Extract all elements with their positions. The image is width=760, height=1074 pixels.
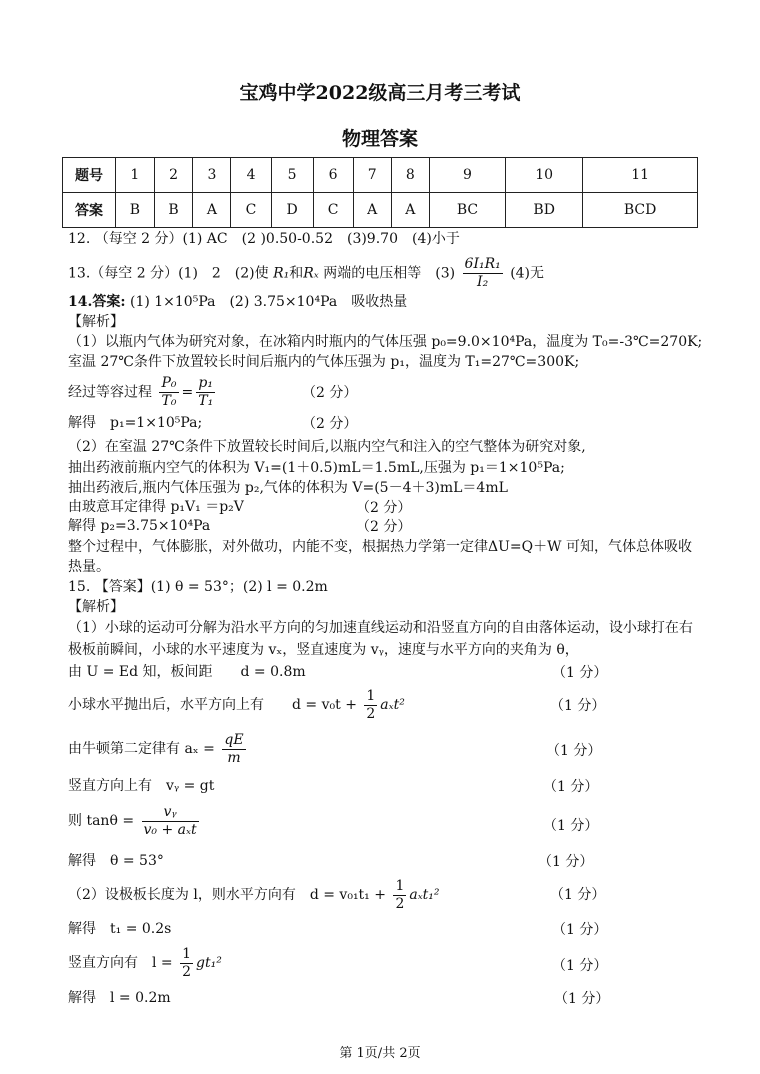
half-num: 1 <box>366 687 376 704</box>
score: （2 分） <box>356 519 412 535</box>
q14-line: 由玻意耳定律得 p₁V₁ ＝p₂V <box>68 499 244 515</box>
score: （2 分） <box>302 416 358 432</box>
q15-l6-prefix: 则 tanθ = <box>68 813 135 829</box>
row-label-number: 题号 <box>63 158 116 193</box>
q14-line: （2）在室温 27℃条件下放置较长时间后,以瓶内空气和注入的空气整体为研究对象, <box>68 439 586 455</box>
q12-answer: 12. （每空 2 分）(1) AC (2 )0.50-0.52 (3)9.70 (4)小于 <box>68 231 460 247</box>
q14-frac-p1: p₁ <box>196 375 215 393</box>
answer-cell: BD <box>506 193 583 228</box>
score: （1 分） <box>552 665 608 681</box>
q14-frac-right <box>196 375 215 410</box>
q15-line: 竖直方向上有 vᵧ = gt <box>68 778 215 794</box>
q15-intro: （1）小球的运动可分解为沿水平方向的匀加速直线运动和沿竖直方向的自由落体运动，设小球打在右极板前瞬间，小球的水平速度为 vₓ，竖直速度为 vᵧ，速度与水平方向的夹角为 θ， <box>68 620 693 658</box>
question-number: 7 <box>353 158 391 193</box>
row-label-answer: 答案 <box>63 193 116 228</box>
q14-isochoric <box>68 375 218 410</box>
q15-line: 解得 θ = 53° <box>68 853 164 869</box>
q15-l3-prefix: 小球水平抛出后，水平方向上有 d = v₀t + <box>68 697 357 713</box>
question-number: 10 <box>506 158 583 193</box>
half-den: 2 <box>182 963 192 980</box>
q13-r1: R₁ <box>273 265 290 282</box>
answer-cell: C <box>313 193 353 228</box>
q15-l10-prefix: 竖直方向有 l = <box>68 955 173 971</box>
q14-analysis-label: 【解析】 <box>68 314 124 330</box>
q15-line: 由 U = Ed 知，板间距 d = 0.8m <box>68 664 306 680</box>
answer-cell: A <box>391 193 429 228</box>
q13-frac-den: I₂ <box>477 274 489 290</box>
answer-cell: D <box>271 193 313 228</box>
q15-newton-eq <box>68 730 249 768</box>
question-number: 6 <box>313 158 353 193</box>
score: （1 分） <box>554 991 610 1007</box>
q15-line: 解得 t₁ = 0.2s <box>68 921 172 937</box>
score: （2 分） <box>302 385 358 401</box>
q14-isochoric-label: 经过等容过程 <box>68 384 152 401</box>
answer-cell: A <box>193 193 231 228</box>
q14-answer-text: (1) 1×10⁵Pa (2) 3.75×10⁴Pa 吸收热量 <box>125 294 408 310</box>
q15-plate-eq <box>68 876 440 914</box>
q15-vertical-eq <box>68 944 222 982</box>
score: （1 分） <box>552 958 608 974</box>
answer-subtitle: 物理答案 <box>341 128 418 150</box>
question-number: 3 <box>193 158 231 193</box>
q14-answer <box>68 292 407 312</box>
q14-line: （1）以瓶内气体为研究对象，在冰箱内时瓶内的气体压强 p₀=9.0×10⁴Pa，温度为 T₀=-3℃=270K; <box>68 334 703 350</box>
half-num: 1 <box>182 945 192 962</box>
q14-line: 室温 27℃条件下放置较长时间后瓶内的气体压强为 p₁，温度为 T₁=27℃=300K; <box>68 354 580 370</box>
q15-half-fraction <box>364 688 377 723</box>
q14-frac-p0: P₀ <box>161 375 177 391</box>
question-number-row <box>63 158 698 193</box>
question-number: 1 <box>116 158 155 193</box>
q14-line: 解得 p₂=3.75×10⁴Pa <box>68 518 211 534</box>
half-num: 1 <box>395 877 405 894</box>
answer-row <box>63 193 698 228</box>
q14-frac-t1: T₁ <box>198 393 214 409</box>
q14-conclusion: 整个过程中，气体膨胀，对外做功，内能不变，根据热力学第一定律ΔU=Q＋W 可知，气体总体吸收热量。 <box>68 539 692 575</box>
q15-half-fraction <box>180 946 193 981</box>
score: （1 分） <box>538 854 594 870</box>
question-number: 4 <box>231 158 271 193</box>
tan-num: vᵧ <box>142 804 199 822</box>
answer-table <box>62 157 698 228</box>
score: （1 分） <box>550 698 606 714</box>
q13-rx: Rₓ <box>303 265 319 282</box>
q15-l4-prefix: 由牛顿第二定律有 aₓ = <box>68 741 215 757</box>
page-footer: 第 1页/共 2页 <box>339 1046 421 1061</box>
q14-line: 抽出药液前瓶内空气的体积为 V₁=(1＋0.5)mL＝1.5mL,压强为 p₁＝1×10⁵Pa; <box>68 460 565 476</box>
answer-cell: C <box>231 193 271 228</box>
question-number: 2 <box>154 158 193 193</box>
q13-prefix: 13.（每空 2 分）(1) 2 (2)使 <box>68 265 269 282</box>
qe-den: m <box>227 749 241 766</box>
question-number: 8 <box>391 158 429 193</box>
q13-frac-num: 6I₁R₁ <box>464 256 501 272</box>
answer-cell: B <box>116 193 155 228</box>
exam-title: 宝鸡中学2022级高三月考三考试 <box>239 82 521 104</box>
question-number: 11 <box>583 158 698 193</box>
q13-suffix: (4)无 <box>510 265 545 282</box>
q14-line: 解得 p₁=1×10⁵Pa; <box>68 415 203 431</box>
qe-num: qE <box>224 731 244 748</box>
score: （2 分） <box>356 500 412 516</box>
q15-l8-suffix: aₓt₁² <box>409 887 440 903</box>
q15-answer: 15. 【答案】(1) θ = 53°；(2) l = 0.2m <box>68 579 328 595</box>
q15-analysis-label: 【解析】 <box>68 599 124 615</box>
q13-mid: 两端的电压相等 (3) <box>323 265 456 282</box>
half-den: 2 <box>366 705 376 722</box>
q15-qe-fraction <box>222 732 245 767</box>
question-number: 9 <box>429 158 505 193</box>
answer-cell: A <box>353 193 391 228</box>
answer-cell: BCD <box>583 193 698 228</box>
q15-l3-suffix: aₓt² <box>380 697 405 713</box>
q15-horizontal-eq <box>68 686 405 724</box>
question-number: 5 <box>271 158 313 193</box>
q13-answer <box>68 256 544 291</box>
score: （1 分） <box>550 887 606 903</box>
q14-line: 抽出药液后,瓶内气体压强为 p₂,气体的体积为 V=(5－4＋3)mL＝4mL <box>68 480 508 496</box>
q14-equals: = <box>181 384 194 401</box>
score: （1 分） <box>546 743 602 759</box>
half-den: 2 <box>395 895 405 912</box>
answer-cell: BC <box>429 193 505 228</box>
answer-cell: B <box>154 193 193 228</box>
q15-half-fraction <box>393 878 406 913</box>
q15-line: 解得 l = 0.2m <box>68 990 171 1006</box>
q13-and: 和 <box>289 265 304 282</box>
tan-den: v₀ + aₓt <box>143 821 197 838</box>
q15-tan-fraction <box>142 804 199 839</box>
score: （1 分） <box>552 922 608 938</box>
q15-l10-suffix: gt₁² <box>196 955 222 971</box>
score: （1 分） <box>543 779 599 795</box>
q15-l8-prefix: （2）设极板长度为 l，则水平方向有 d = v₀₁t₁ + <box>68 887 386 903</box>
q15-tan-eq <box>68 802 202 840</box>
q14-answer-label: 14.答案: <box>68 294 126 310</box>
q13-fraction <box>463 256 503 291</box>
q14-frac-left <box>159 375 178 410</box>
q14-frac-t0: T₀ <box>161 393 177 409</box>
score: （1 分） <box>543 818 599 834</box>
